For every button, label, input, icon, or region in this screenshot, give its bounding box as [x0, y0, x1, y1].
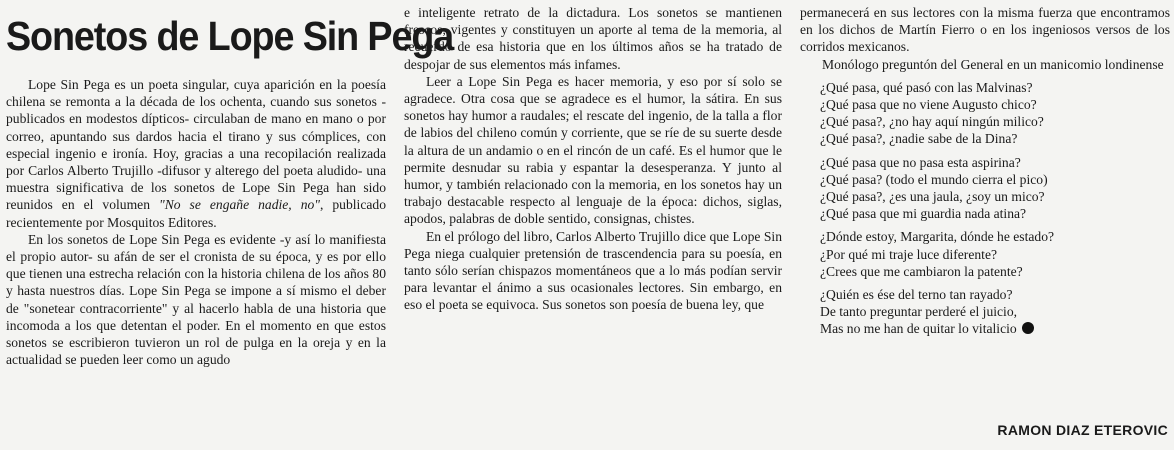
paragraph-text: , publicado recientemente por Mosquitos Editores. — [6, 197, 386, 230]
paragraph: Leer a Lope Sin Pega es hacer memoria, y eso por sí solo se agradece. Otra cosa que se agradece es el humor, la sátira. En sus sonetos hay humor a raudales; el rescate del ingenio, de la talla a flor de labios del chileno común y corriente, que se ríe de su suerte desde la altura de un andamio o en el rincón de un café. Es el humor que le permite desnudar su rabia y espantar la desesperanza. Y junto al humor, y también relacionado con la memoria, en los sonetos hay un trabajo destacable respecto al lenguaje de la época: dichos, siglas, apodos, palabras de doble sentido, consignas, chistes. — [404, 73, 782, 227]
poem-title: Monólogo preguntón del General en un manicomio londinense — [822, 56, 1164, 72]
paragraph: En los sonetos de Lope Sin Pega es evidente -y así lo manifiesta el propio autor- su afán de ser el cronista de su época, y es por ello que tienen una estrecha relación con la historia chilena de los años 80 y hasta nuestros días. Lope Sin Pega se impone a sí mismo el deber de "sonetear contracorriente" y al hacerlo habla de una historia que incomoda a los que detentan el poder. En el momento en que estos sonetos se escribieron tuvieron un rol de pulga en la oreja y en la actualidad se pueden leer como un agudo — [6, 231, 386, 368]
poem-line — [820, 320, 1170, 337]
poem-stanza — [820, 79, 1170, 148]
paragraph-text: Lope Sin Pega es un poeta singular, cuya aparición en la poesía chilena se remonta a la década de los ochenta, cuando sus sonetos -publicados en modestos dípticos- circulaban de mano en mano o por correo, apuntando sus dardos hacia el tirano y sus cómplices, con especial ingenio e ironía. Hoy, gracias a una recopilación realizada por Carlos Alberto Trujillo -difusor y alterego del poeta aludido- una muestra significativa de los sonetos de Lope Sin Pega han sido reunidos en el volumen — [6, 77, 386, 213]
paragraph: En el prólogo del libro, Carlos Alberto Trujillo dice que Lope Sin Pega niega cualquier pretensión de trascendencia para su poesía, en tanto sólo serían chispazos momentáneos que a lo más podían servir para levantar el ánimo a sus ocasionales lectores. Sin embargo, en eso el poeta se equivoca. Sus sonetos son poesía de buena ley, que — [404, 228, 782, 313]
poem-line-text: Mas no me han de quitar lo vitalicio — [820, 321, 1017, 337]
end-mark-icon — [1022, 322, 1034, 334]
poem-line: ¿Dónde estoy, Margarita, dónde he estado? — [820, 229, 1055, 245]
poem-line: ¿Qué pasa que no pasa esta aspirina? — [820, 154, 1021, 170]
book-title: "No se engañe nadie, no" — [158, 197, 320, 213]
poem-line: ¿Qué pasa?, ¿no hay aquí ningún milico? — [820, 114, 1044, 130]
paragraph: e inteligente retrato de la dictadura. Los sonetos se mantienen frescos, vigentes y constituyen un aporte al tema de la memoria, al recuerdo de esa historia que en los últimos años se ha tratado de despojar de sus elementos más infames. — [404, 5, 782, 72]
poem-line: De tanto preguntar perderé el juicio, — [820, 304, 1018, 320]
poem-line: ¿Qué pasa, qué pasó con las Malvinas? — [820, 79, 1033, 95]
column-3 — [800, 4, 1170, 338]
poem-line: ¿Qué pasa?, ¿es una jaula, ¿soy un mico? — [820, 189, 1045, 205]
paragraph: permanecerá en sus lectores con la misma fuerza que encontramos en los dichos de Martín Fierro o en los ingeniosos versos de los corridos mexicanos. — [800, 5, 1170, 55]
poem-line: ¿Por qué mi traje luce diferente? — [820, 246, 998, 262]
column-2 — [404, 4, 782, 314]
paragraph — [6, 76, 386, 231]
poem-line: ¿Qué pasa que mi guardia nada atina? — [820, 206, 1027, 222]
poem-line: ¿Qué pasa? (todo el mundo cierra el pico) — [820, 171, 1048, 187]
poem-stanza — [820, 228, 1170, 280]
poem-line: ¿Crees que me cambiaron la patente? — [820, 263, 1023, 279]
headline: Sonetos de Lope Sin Pega — [6, 13, 454, 59]
poem-line: ¿Qué pasa que no viene Augusto chico? — [820, 97, 1037, 113]
column-1 — [6, 76, 386, 368]
author-byline: RAMON DIAZ ETEROVIC — [997, 422, 1168, 438]
poem-stanza — [820, 286, 1170, 338]
poem-stanza — [820, 154, 1170, 223]
poem-line: ¿Quién es ése del terno tan rayado? — [820, 287, 1013, 303]
poem-line: ¿Qué pasa?, ¿nadie sabe de la Dina? — [820, 131, 1018, 147]
